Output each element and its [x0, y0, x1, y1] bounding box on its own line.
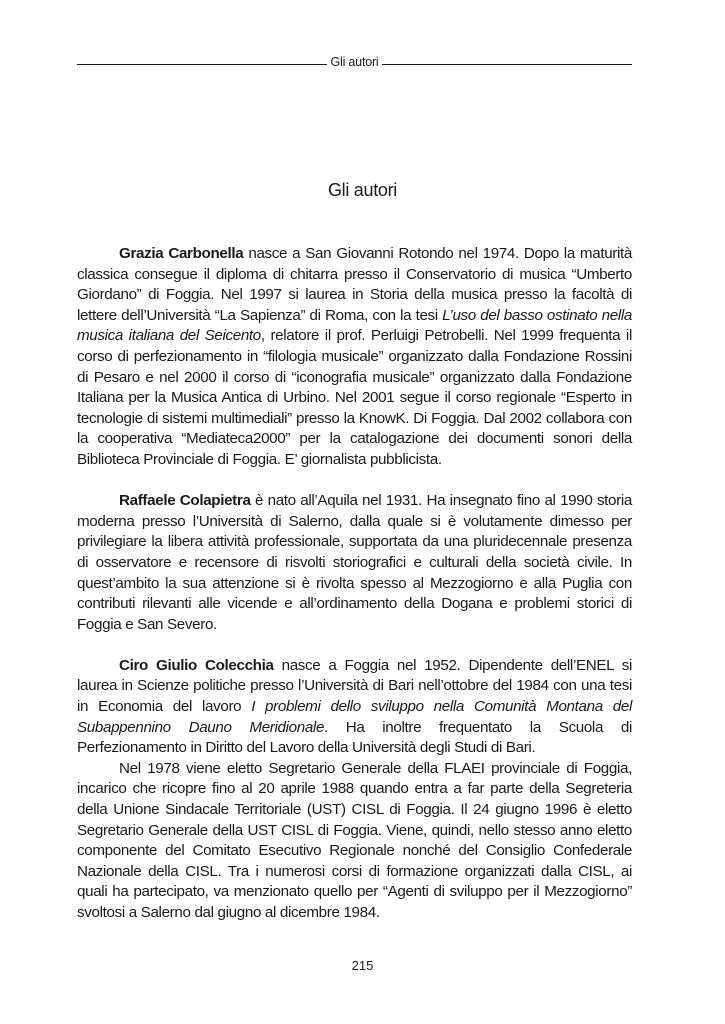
running-header: [77, 54, 632, 70]
page-number: 215: [351, 958, 374, 973]
header-rule-left: [77, 64, 327, 65]
page-title: Gli autori: [327, 180, 398, 200]
running-title: Gli autori: [330, 55, 379, 69]
bio-text: . Ha inoltre frequentato la Scuola di Perfezionamento in Diritto del Lavoro della Università degli Studi di Bari.: [77, 718, 632, 757]
author-name: Grazia Carbonella: [119, 245, 244, 262]
bio-paragraph-colecchia: [77, 656, 632, 759]
body-text: [77, 244, 632, 924]
bio-text: Nel 1978 viene eletto Segretario Generale della FLAEI provinciale di Foggia, incarico che ricopre fino al 20 aprile 1988 quando entra a far parte della Segreteria della Unione Sindacale Territoriale (UST) CISL di Foggia. Il 24 giugno 1996 è eletto Segretario Generale della UST CISL di Foggia. Viene, quindi, nello stesso anno eletto componente del Comitato Esecutivo Regionale nonché del Consiglio Confederale Nazionale della CISL. Tra i numerosi corsi di formazione organizzati dalla CISL, ai quali ha partecipato, va menzionato quello per “Agenti di sviluppo per il Mezzogiorno” svoltosi a Salerno dal giugno al dicembre 1984.: [77, 759, 632, 921]
header-rule-right: [382, 64, 632, 65]
bio-text: , relatore il prof. Perluigi Petrobelli. Nel 1999 frequenta il corso di perfezionamento in “filologia musicale” organizzato dalla Fondazione Rossini di Pesaro e nel 2000 il corso di “iconografia musicale” organizzato dalla Fondazione Italiana per la Musica Antica di Urbino. Nel 2001 segue il corso regionale “Esperto in tecnologie di sistemi multimediali” presso la KnowK. Di Foggia. Dal 2002 collabora con la cooperativa “Mediateca2000” per la catalogazione dei documenti sonori della Biblioteca Provinciale di Foggia. E’ giornalista pubblicista.: [77, 327, 632, 468]
bio-paragraph-carbonella: [77, 244, 632, 471]
thesis-title: L’uso del basso ostinato nella musica italiana del Seicento: [77, 306, 632, 345]
thesis-title: I problemi dello sviluppo nella Comunità Montana del Subappennino Dauno Meridionale: [77, 698, 632, 736]
bio-text: nasce a Foggia nel 1952. Dipendente dell’ENEL si laurea in Scienze politiche presso l’Università di Bari nell’ottobre del 1984 con una tesi in Economia del lavoro: [77, 656, 632, 716]
author-name: Raffaele Colapietra: [119, 492, 251, 510]
bio-text: nasce a San Giovanni Rotondo nel 1974. Dopo la maturità classica consegue il diploma di chitarra presso il Conservatorio di musica “Umberto Giordano” di Foggia. Nel 1997 si laurea in Storia della musica presso la facoltà di lettere dell’Università “La Sapienza” di Roma, con la tesi: [77, 245, 632, 324]
bio-paragraph-colapietra: [77, 491, 632, 635]
bio-text: è nato all’Aquila nel 1931. Ha insegnato fino al 1990 storia moderna presso l’Università di Salerno, dalla quale si è volutamente dimesso per privilegiare la libera attività professionale, supportata da una pluridecennale presenza di osservatore e recensore di risvolti storiografici e culturali della società civile. In quest’ambito la sua attenzione si è rivolta spesso al Mezzogiorno e alla Puglia con contributi rilevanti alle vicende e all’ordinamento della Dogana e problemi storici di Foggia e San Severo.: [77, 492, 632, 633]
author-name: Ciro Giulio Colecchia: [119, 656, 274, 674]
bio-paragraph-colecchia-continued: [77, 759, 632, 924]
